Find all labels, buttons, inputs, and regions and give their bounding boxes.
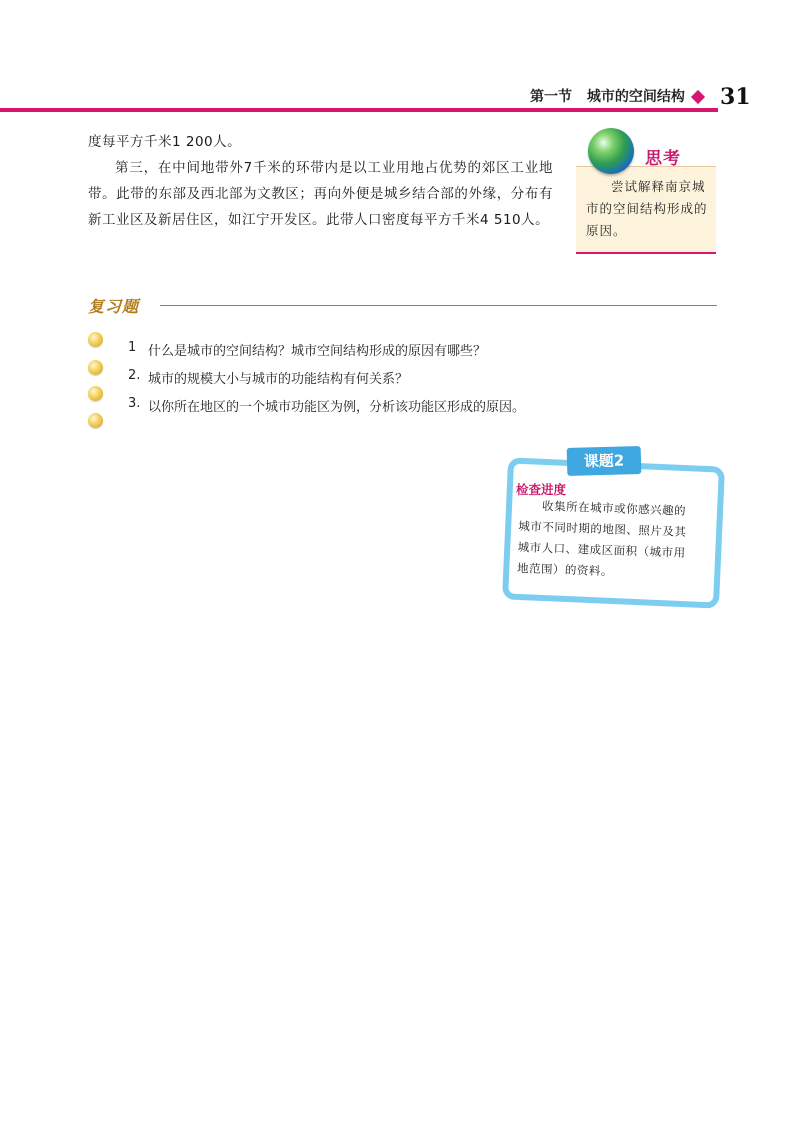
page-number: 31 (720, 84, 751, 110)
body-text (88, 129, 553, 233)
body-paragraph: 第三，在中间地带外7千米的环带内是以工业用地占优势的郊区工业地带。此带的东部及西北部为文教区；再向外便是城乡结合部的外缘，分布有新工业区及新居住区，如江宁开发区。此带人口密度每平方千米4 510人。 (88, 160, 553, 228)
section-label: 第一节 (530, 89, 572, 105)
question-number: 3. (128, 396, 141, 411)
think-title: 思考 (645, 149, 681, 169)
bullet-icon (88, 332, 103, 347)
list-item (128, 396, 688, 424)
task-paragraph: 收集所在城市或你感兴趣的城市不同时期的地图、照片及其城市人口、建成区面积（城市用地范围）的资料。 (516, 498, 687, 579)
review-rule (160, 305, 717, 306)
question-number: 2. (128, 368, 141, 383)
list-item (128, 340, 688, 368)
question-text: 城市的规模大小与城市的功能结构有何关系？ (148, 372, 409, 387)
diamond-icon (691, 90, 705, 104)
think-text (586, 176, 708, 242)
review-title: 复习题 (88, 297, 140, 316)
bullet-icon (88, 386, 103, 401)
question-text: 什么是城市的空间结构？城市空间结构形成的原因有哪些？ (148, 344, 487, 359)
think-paragraph: 尝试解释南京城市的空间结构形成的原因。 (586, 179, 708, 238)
task-text (517, 495, 692, 585)
question-list (128, 340, 688, 424)
running-header (530, 86, 685, 106)
section-title: 城市的空间结构 (586, 89, 685, 105)
task-heading: 检查进度 (516, 482, 567, 497)
list-item (128, 368, 688, 396)
question-text: 以你所在地区的一个城市功能区为例，分析该功能区形成的原因。 (148, 400, 526, 415)
bullet-icon (88, 413, 103, 428)
question-number: 1 (128, 340, 137, 355)
bullet-icon (88, 360, 103, 375)
body-paragraph: 度每平方千米1 200人。 (88, 134, 242, 150)
task-tab: 课题2 (567, 446, 642, 476)
header-rule (0, 108, 718, 112)
globe-icon (588, 128, 634, 174)
